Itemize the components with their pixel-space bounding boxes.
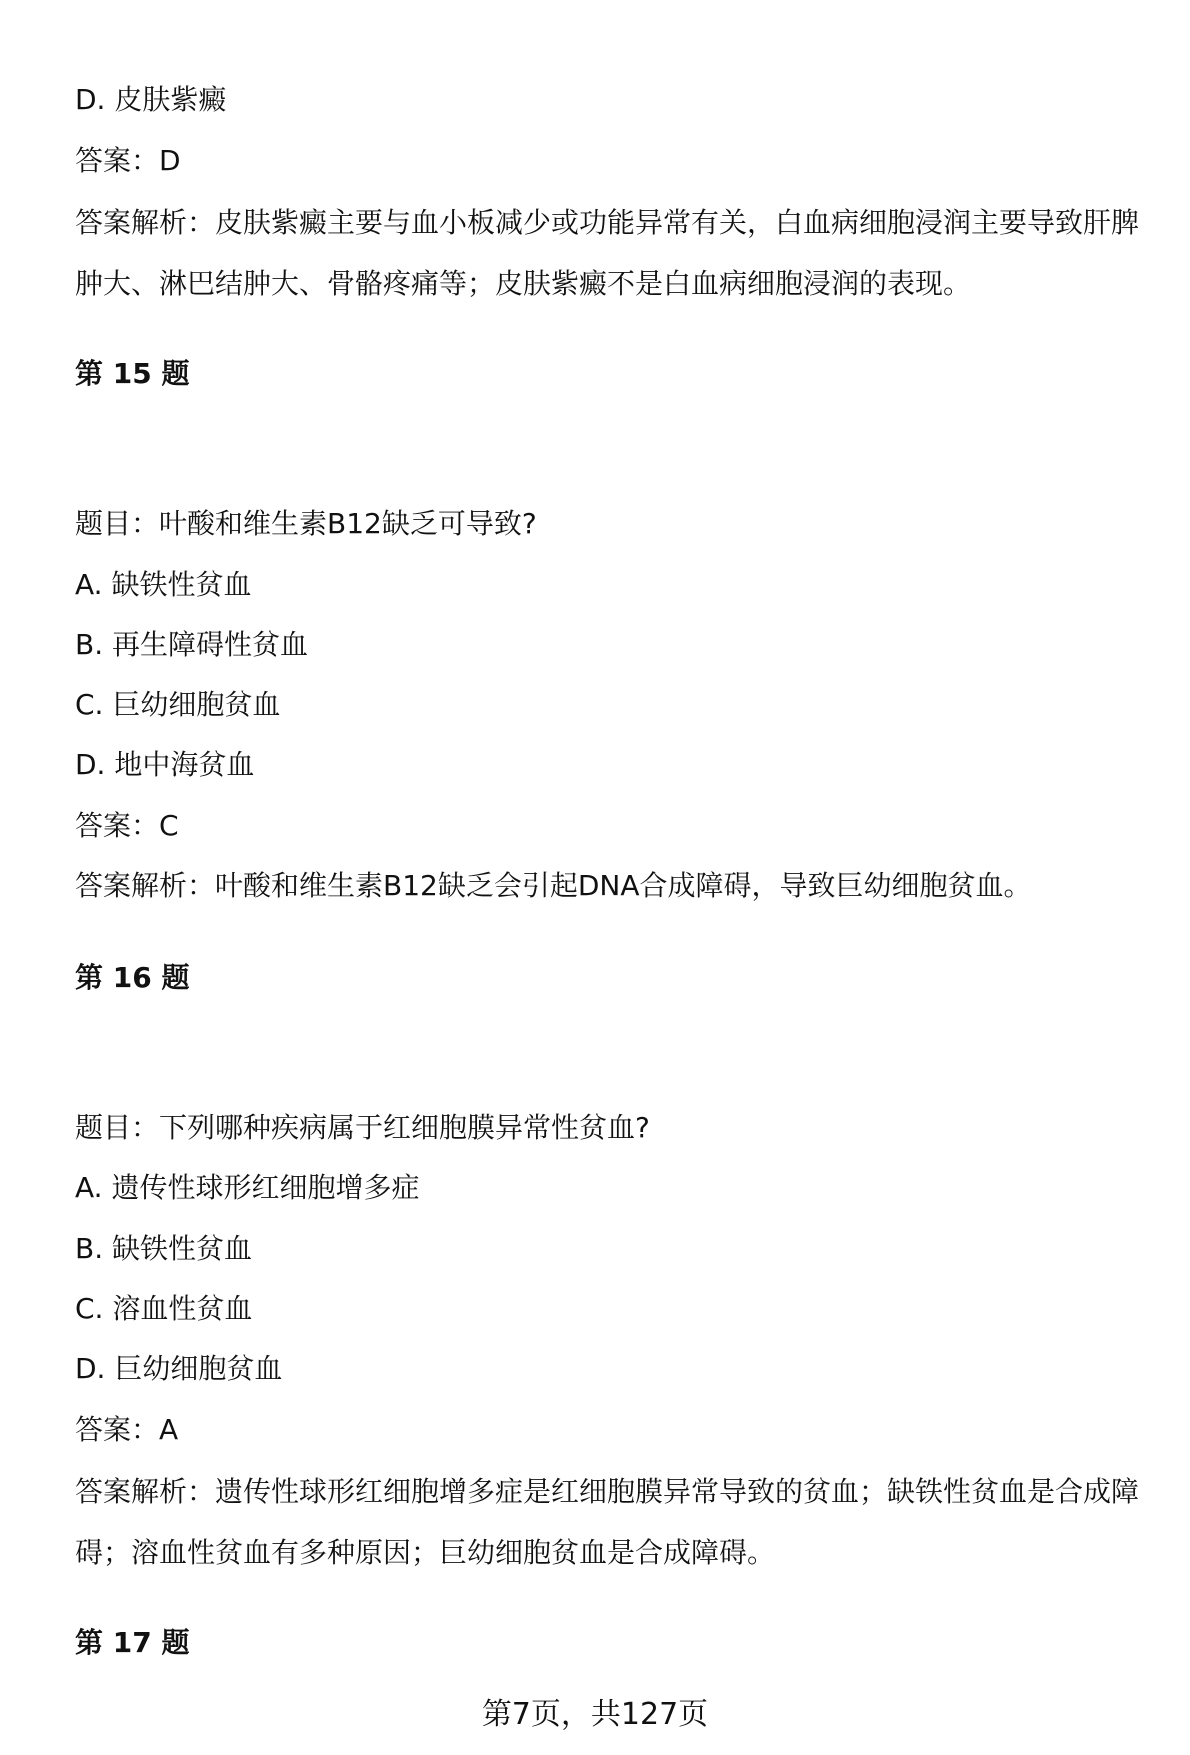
q16-option-d: D. 巨幼细胞贫血	[75, 1352, 283, 1385]
q15-option-d: D. 地中海贫血	[75, 748, 255, 781]
q17-heading: 第 17 题	[75, 1626, 190, 1659]
q14-explanation: 答案解析：皮肤紫癜主要与血小板减少或功能异常有关，白血病细胞浸润主要导致肝脾肿大、淋巴结肿大、骨骼疼痛等；皮肤紫癜不是白血病细胞浸润的表现。	[75, 206, 1140, 300]
q16-option-b: B. 缺铁性贫血	[75, 1232, 253, 1265]
q16-heading: 第 16 题	[75, 961, 190, 994]
q14-answer: 答案：D	[75, 144, 181, 177]
q16-question: 题目：下列哪种疾病属于红细胞膜异常性贫血?	[75, 1111, 650, 1144]
q15-heading: 第 15 题	[75, 357, 190, 390]
q16-option-c: C. 溶血性贫血	[75, 1292, 253, 1325]
q16-explanation: 答案解析：遗传性球形红细胞增多症是红细胞膜异常导致的贫血；缺铁性贫血是合成障碍；溶血性贫血有多种原因；巨幼细胞贫血是合成障碍。	[75, 1475, 1140, 1569]
q14-option-d: D. 皮肤紫癜	[75, 83, 227, 116]
q15-answer: 答案：C	[75, 809, 179, 842]
q15-explanation: 答案解析：叶酸和维生素B12缺乏会引起DNA合成障碍，导致巨幼细胞贫血。	[75, 869, 1032, 902]
q15-option-c: C. 巨幼细胞贫血	[75, 688, 281, 721]
q16-option-a: A. 遗传性球形红细胞增多症	[75, 1171, 420, 1204]
q15-question: 题目：叶酸和维生素B12缺乏可导致?	[75, 507, 537, 540]
page-number-footer: 第7页，共127页	[481, 1697, 709, 1732]
q16-answer: 答案：A	[75, 1413, 179, 1446]
q15-option-b: B. 再生障碍性贫血	[75, 628, 309, 661]
q15-option-a: A. 缺铁性贫血	[75, 568, 252, 601]
